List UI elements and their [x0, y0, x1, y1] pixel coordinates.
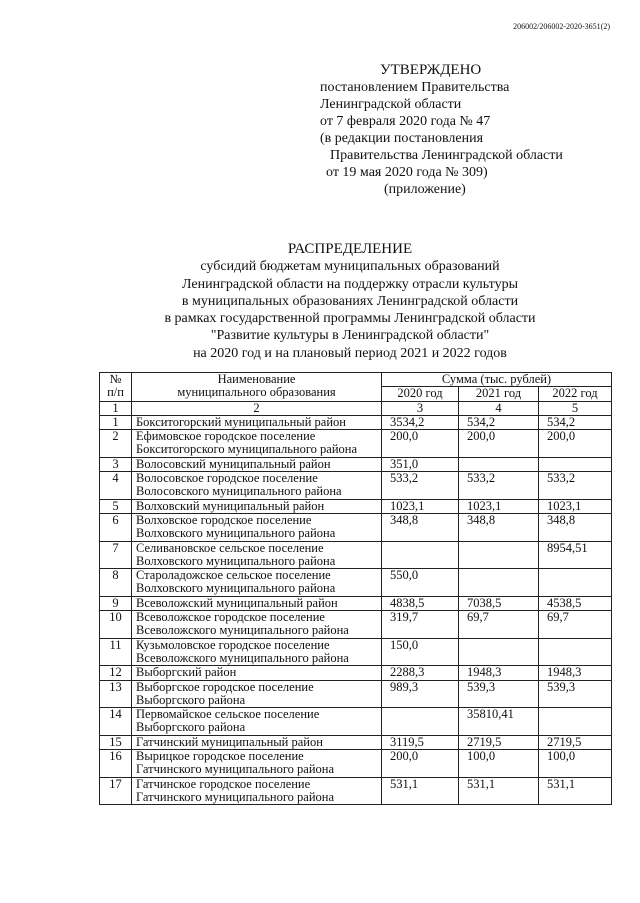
table-row [100, 596, 612, 610]
amount-2020: 4838,5 [382, 596, 459, 610]
heading-line: субсидий бюджетам муниципальных образований [200, 259, 500, 275]
row-name [132, 430, 382, 458]
approval-line: Правительства Ленинградской области [330, 148, 563, 163]
amount-2020: 200,0 [382, 430, 459, 458]
amount-2020: 1023,1 [382, 499, 459, 513]
amount-2020: 989,3 [382, 680, 459, 708]
amount-2021 [459, 457, 539, 471]
row-number: 13 [100, 680, 132, 708]
amount-2021: 348,8 [459, 513, 539, 541]
row-number: 3 [100, 457, 132, 471]
table-row [100, 611, 612, 639]
row-number: 11 [100, 638, 132, 666]
approval-line: Ленинградской области [320, 97, 462, 112]
row-number: 1 [100, 415, 132, 429]
amount-2021 [459, 569, 539, 597]
amount-2020: 348,8 [382, 513, 459, 541]
amount-2020: 150,0 [382, 638, 459, 666]
colnum: 4 [459, 401, 539, 415]
row-name-line: Гатчинского муниципального района [136, 789, 335, 804]
row-name-line: Кузьмоловское городское поселение [136, 637, 330, 652]
row-name-line: Староладожское сельское поселение [136, 568, 331, 583]
amount-2022 [539, 638, 612, 666]
row-name-line: Всеволожского муниципального района [136, 623, 349, 638]
amount-2021 [459, 638, 539, 666]
amount-2020: 533,2 [382, 472, 459, 500]
table-header-row [100, 373, 612, 387]
row-name-line: Бокситогорский муниципальный район [136, 414, 346, 429]
colnum: 1 [100, 401, 132, 415]
heading-line: в муниципальных образованиях Ленинградской области [181, 293, 519, 309]
row-number: 9 [100, 596, 132, 610]
row-name-line: Первомайское сельское поселение [136, 707, 320, 722]
row-name [132, 541, 382, 569]
amount-2021: 69,7 [459, 611, 539, 639]
amount-2022: 539,3 [539, 680, 612, 708]
row-name [132, 596, 382, 610]
row-name-line: Всеволожский муниципальный район [136, 595, 338, 610]
header-num: № п/п [100, 373, 132, 402]
colnum: 2 [132, 401, 382, 415]
approval-line: от 19 мая 2020 года № 309) [326, 165, 488, 180]
amount-2022: 1948,3 [539, 666, 612, 680]
row-name [132, 472, 382, 500]
row-name-line: Волховского муниципального района [136, 581, 336, 596]
header-name: Наименование муниципального образования [132, 373, 382, 402]
amount-2022: 531,1 [539, 777, 612, 805]
row-name-line: Всеволожское городское поселение [136, 610, 325, 625]
table-row [100, 541, 612, 569]
row-name-line: Волховское городское поселение [136, 512, 312, 527]
amount-2022: 533,2 [539, 472, 612, 500]
document-number: 206002/206002-2020-3651(2) [513, 22, 610, 31]
header-year-2021: 2021 год [459, 387, 539, 401]
table-row [100, 472, 612, 500]
amount-2021: 7038,5 [459, 596, 539, 610]
row-name [132, 415, 382, 429]
row-name [132, 735, 382, 749]
header-sum: Сумма (тыс. рублей) [382, 373, 612, 387]
row-name-line: Всеволожского муниципального района [136, 650, 349, 665]
amount-2020: 351,0 [382, 457, 459, 471]
table-row [100, 735, 612, 749]
approval-line: (приложение) [384, 182, 466, 197]
amount-2020 [382, 708, 459, 736]
heading-line: в рамках государственной программы Ленинградской области [164, 311, 536, 327]
amount-2022: 100,0 [539, 750, 612, 778]
row-name [132, 777, 382, 805]
amount-2020: 200,0 [382, 750, 459, 778]
table-row [100, 569, 612, 597]
row-name [132, 680, 382, 708]
amount-2021 [459, 541, 539, 569]
table-row [100, 457, 612, 471]
colnum: 5 [539, 401, 612, 415]
row-name-line: Ефимовское городское поселение [136, 429, 316, 444]
colnum: 3 [382, 401, 459, 415]
row-name-line: Гатчинский муниципальный район [136, 734, 323, 749]
amount-2022 [539, 457, 612, 471]
approval-line: от 7 февраля 2020 года № 47 [320, 114, 491, 129]
amount-2020: 319,7 [382, 611, 459, 639]
row-number: 7 [100, 541, 132, 569]
table-row [100, 430, 612, 458]
row-number: 10 [100, 611, 132, 639]
row-name-line: Выборгский район [136, 665, 237, 680]
row-name-line: Волховского муниципального района [136, 526, 336, 541]
amount-2021: 35810,41 [459, 708, 539, 736]
table-row [100, 415, 612, 429]
amount-2020 [382, 541, 459, 569]
amount-2021: 1023,1 [459, 499, 539, 513]
amount-2022: 534,2 [539, 415, 612, 429]
amount-2021: 100,0 [459, 750, 539, 778]
row-name-line: Гатчинского муниципального района [136, 762, 335, 777]
row-name-line: Волховского муниципального района [136, 553, 336, 568]
column-number-row [100, 401, 612, 415]
table-row [100, 777, 612, 805]
heading-line: на 2020 год и на плановый период 2021 и 2022 годов [193, 345, 507, 361]
amount-2022: 2719,5 [539, 735, 612, 749]
row-name-line: Волосовское городское поселение [136, 471, 318, 486]
approval-line: (в редакции постановления [320, 131, 484, 146]
row-number: 14 [100, 708, 132, 736]
amount-2021: 539,3 [459, 680, 539, 708]
amount-2020: 3534,2 [382, 415, 459, 429]
table-row [100, 708, 612, 736]
row-name [132, 666, 382, 680]
amount-2020: 531,1 [382, 777, 459, 805]
table-row [100, 666, 612, 680]
row-number: 8 [100, 569, 132, 597]
amount-2021: 533,2 [459, 472, 539, 500]
table-row [100, 513, 612, 541]
table-row [100, 680, 612, 708]
row-number: 4 [100, 472, 132, 500]
amount-2022: 4538,5 [539, 596, 612, 610]
amount-2022: 8954,51 [539, 541, 612, 569]
row-name [132, 750, 382, 778]
amount-2022: 1023,1 [539, 499, 612, 513]
amount-2022 [539, 569, 612, 597]
row-number: 2 [100, 430, 132, 458]
amount-2022: 348,8 [539, 513, 612, 541]
row-name [132, 457, 382, 471]
amount-2022: 200,0 [539, 430, 612, 458]
row-name [132, 611, 382, 639]
header-year-2022: 2022 год [539, 387, 612, 401]
row-name-line: Волховский муниципальный район [136, 498, 325, 513]
row-name-line: Вырицкое городское поселение [136, 749, 304, 764]
row-name-line: Выборгского района [136, 720, 246, 735]
row-number: 16 [100, 750, 132, 778]
amount-2021: 534,2 [459, 415, 539, 429]
heading-line: Ленинградской области на поддержку отрасли культуры [182, 276, 518, 292]
row-number: 17 [100, 777, 132, 805]
row-number: 6 [100, 513, 132, 541]
amount-2021: 200,0 [459, 430, 539, 458]
approval-title: УТВЕРЖДЕНО [380, 62, 482, 78]
row-name-line: Бокситогорского муниципального района [136, 442, 358, 457]
row-number: 12 [100, 666, 132, 680]
row-number: 5 [100, 499, 132, 513]
row-name [132, 499, 382, 513]
row-number: 15 [100, 735, 132, 749]
amount-2021: 531,1 [459, 777, 539, 805]
row-name [132, 708, 382, 736]
row-name [132, 513, 382, 541]
table-row [100, 750, 612, 778]
amount-2020: 550,0 [382, 569, 459, 597]
row-name-line: Выборгское городское поселение [136, 679, 314, 694]
heading-title: РАСПРЕДЕЛЕНИЕ [287, 241, 413, 257]
approval-line: постановлением Правительства [320, 80, 510, 95]
subsidy-table [99, 372, 612, 805]
amount-2021: 2719,5 [459, 735, 539, 749]
row-name-line: Гатчинское городское поселение [136, 776, 311, 791]
heading-line: "Развитие культуры в Ленинградской области" [210, 328, 490, 344]
row-name-line: Селивановское сельское поселение [136, 540, 324, 555]
approval-block [320, 62, 563, 198]
table-row [100, 638, 612, 666]
amount-2021: 1948,3 [459, 666, 539, 680]
amount-2022 [539, 708, 612, 736]
row-name [132, 569, 382, 597]
document-heading [0, 241, 640, 362]
table-row [100, 499, 612, 513]
row-name [132, 638, 382, 666]
row-name-line: Волосовский муниципальный район [136, 456, 331, 471]
amount-2020: 2288,3 [382, 666, 459, 680]
amount-2020: 3119,5 [382, 735, 459, 749]
amount-2022: 69,7 [539, 611, 612, 639]
header-year-2020: 2020 год [382, 387, 459, 401]
row-name-line: Выборгского района [136, 692, 246, 707]
row-name-line: Волосовского муниципального района [136, 484, 342, 499]
